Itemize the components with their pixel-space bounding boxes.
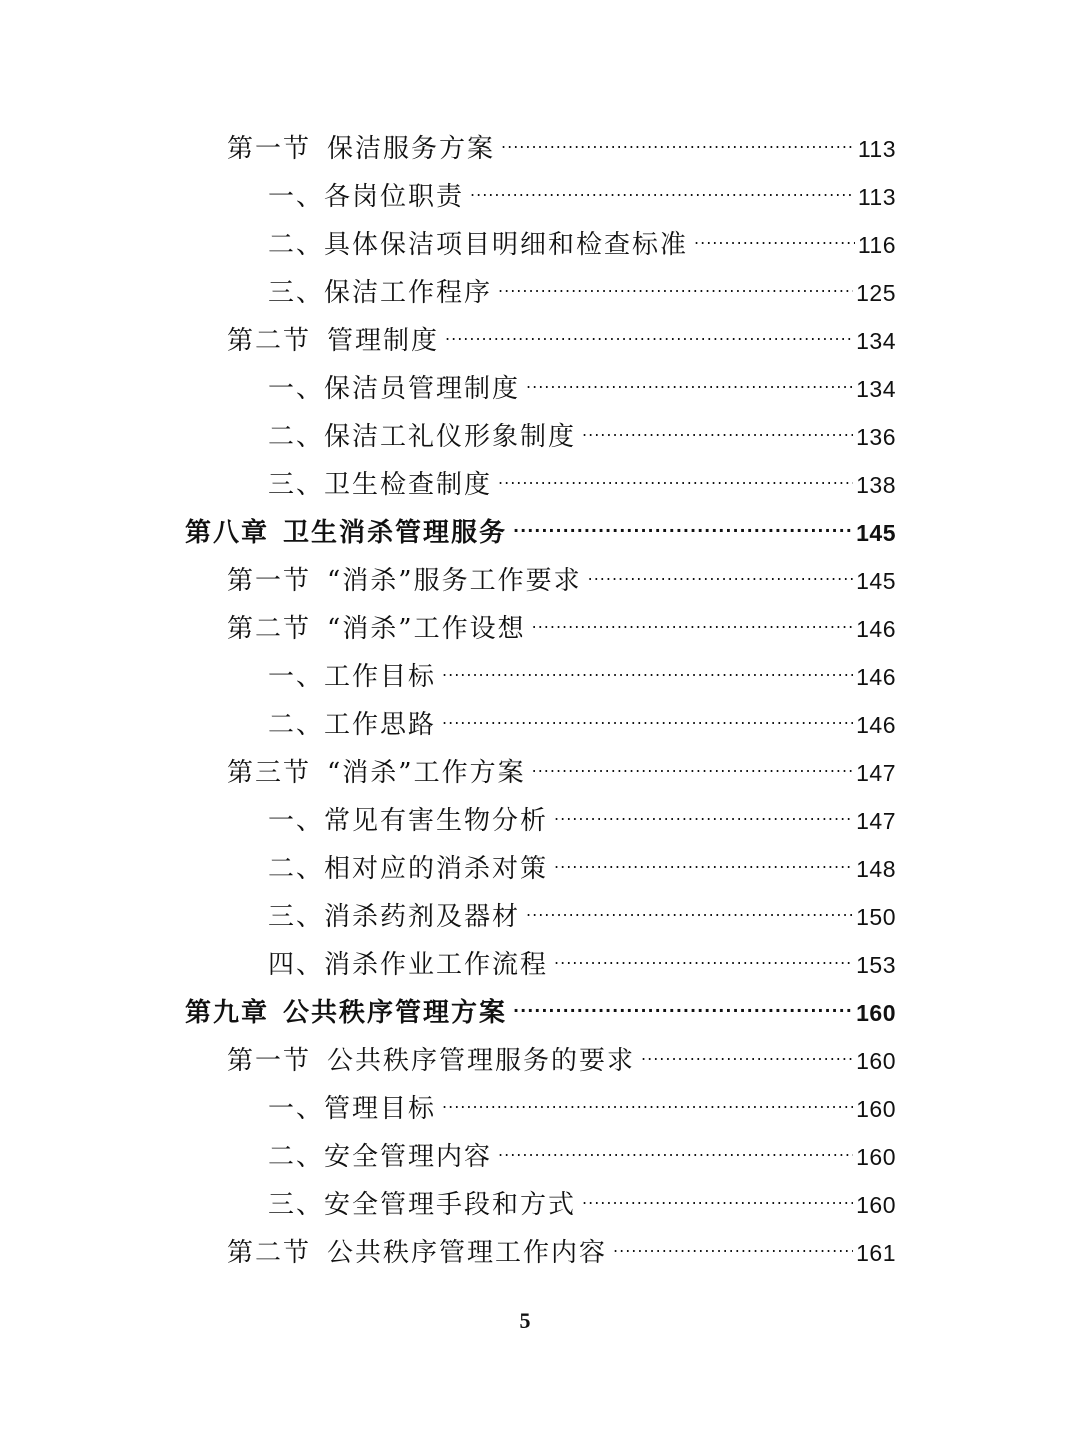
toc-entry-prefix: 第一节	[227, 566, 312, 596]
dot-leader	[532, 747, 854, 787]
toc-entry-prefix: 三、	[268, 1190, 325, 1220]
toc-entry-page-number: 145	[856, 568, 896, 594]
toc-entry-page-number: 113	[857, 184, 896, 210]
toc-entry-prefix: 二、	[268, 230, 325, 260]
dot-leader	[513, 987, 853, 1027]
dot-leader	[588, 555, 854, 595]
toc-entry-page-number: 160	[856, 1000, 896, 1026]
toc-entry-item[interactable]	[268, 225, 896, 265]
toc-entry-page-number: 147	[856, 808, 896, 834]
toc-entry-item[interactable]	[268, 945, 896, 985]
toc-entry-prefix: 第二节	[227, 1238, 312, 1268]
toc-entry-prefix: 一、	[268, 374, 325, 404]
toc-entry-page-number: 138	[856, 472, 896, 498]
dot-leader	[582, 411, 853, 451]
toc-entry-page-number: 146	[856, 664, 896, 690]
toc-entry-item[interactable]	[268, 657, 896, 697]
toc-entry-item[interactable]	[268, 273, 896, 313]
toc-entry-title: “消杀”服务工作要求	[327, 566, 582, 596]
toc-entry-prefix: 一、	[268, 182, 325, 212]
toc-entry-page-number: 146	[856, 712, 896, 738]
toc-entry-title: “消杀”工作方案	[327, 758, 526, 788]
toc-entry-prefix: 第二节	[227, 614, 312, 644]
dot-leader	[442, 651, 853, 691]
dot-leader	[501, 123, 855, 163]
toc-entry-page-number: 136	[856, 424, 896, 450]
toc-entry-item[interactable]	[268, 705, 896, 745]
toc-entry-item[interactable]	[268, 1137, 896, 1177]
toc-entry-page-number: 153	[856, 952, 896, 978]
toc-entry-chapter[interactable]	[185, 993, 896, 1033]
dot-leader	[554, 939, 853, 979]
toc-entry-section[interactable]	[227, 321, 896, 361]
toc-entry-page-number: 113	[857, 136, 896, 162]
toc-entry-prefix: 二、	[268, 422, 325, 452]
toc-entry-page-number: 160	[856, 1192, 896, 1218]
toc-entry-title: 具体保洁项目明细和检查标准	[324, 230, 689, 260]
toc-entry-chapter[interactable]	[185, 513, 896, 553]
toc-entry-page-number: 161	[856, 1240, 896, 1266]
toc-entry-prefix: 第九章	[185, 998, 270, 1028]
toc-entry-item[interactable]	[268, 1185, 896, 1225]
toc-entry-prefix: 三、	[268, 470, 325, 500]
toc-entry-item[interactable]	[268, 369, 896, 409]
toc-entry-item[interactable]	[268, 177, 896, 217]
toc-entry-page-number: 148	[856, 856, 896, 882]
toc-entry-title: 卫生消杀管理服务	[283, 518, 508, 548]
toc-entry-page-number: 146	[856, 616, 896, 642]
toc-entry-title: 公共秩序管理工作内容	[327, 1238, 608, 1268]
toc-entry-section[interactable]	[227, 609, 896, 649]
dot-leader	[498, 459, 853, 499]
dot-leader	[445, 315, 853, 355]
toc-entry-title: 常见有害生物分析	[324, 806, 549, 836]
toc-entry-item[interactable]	[268, 1089, 896, 1129]
toc-entry-page-number: 147	[856, 760, 896, 786]
toc-entry-title: 工作目标	[324, 662, 437, 692]
toc-entry-prefix: 一、	[268, 806, 325, 836]
toc-entry-prefix: 第三节	[227, 758, 312, 788]
page-number: 5	[519, 1308, 531, 1333]
toc-entry-prefix: 一、	[268, 1094, 325, 1124]
toc-entry-title: 各岗位职责	[324, 182, 465, 212]
dot-leader	[641, 1035, 853, 1075]
toc-entry-page-number: 160	[856, 1048, 896, 1074]
toc-entry-prefix: 二、	[268, 710, 325, 740]
toc-entry-title: 安全管理手段和方式	[324, 1190, 577, 1220]
toc-entry-title: 消杀作业工作流程	[324, 950, 549, 980]
toc-entry-title: 相对应的消杀对策	[324, 854, 549, 884]
toc-entry-section[interactable]	[227, 753, 896, 793]
dot-leader	[442, 1083, 853, 1123]
toc-entry-page-number: 160	[856, 1096, 896, 1122]
toc-entry-item[interactable]	[268, 849, 896, 889]
toc-entry-page-number: 150	[856, 904, 896, 930]
dot-leader	[554, 795, 853, 835]
toc-entry-item[interactable]	[268, 801, 896, 841]
dot-leader	[532, 603, 854, 643]
dot-leader	[498, 1131, 853, 1171]
dot-leader	[526, 363, 853, 403]
toc-entry-prefix: 第一节	[227, 1046, 312, 1076]
toc-entry-title: 管理制度	[327, 326, 440, 356]
toc-entry-prefix: 一、	[268, 662, 325, 692]
toc-entry-section[interactable]	[227, 1041, 896, 1081]
toc-entry-title: 公共秩序管理方案	[283, 998, 508, 1028]
toc-entry-title: 保洁工礼仪形象制度	[324, 422, 577, 452]
dot-leader	[694, 219, 855, 259]
toc-entry-prefix: 二、	[268, 1142, 325, 1172]
toc-entry-prefix: 三、	[268, 278, 325, 308]
toc-entry-page-number: 125	[856, 280, 896, 306]
toc-entry-prefix: 第二节	[227, 326, 312, 356]
dot-leader	[513, 507, 853, 547]
toc-entry-item[interactable]	[268, 417, 896, 457]
toc-entry-item[interactable]	[268, 465, 896, 505]
toc-entry-page-number: 134	[856, 376, 896, 402]
toc-entry-prefix: 第八章	[185, 518, 270, 548]
toc-entry-page-number: 160	[856, 1144, 896, 1170]
toc-entry-title: 卫生检查制度	[324, 470, 493, 500]
toc-entry-title: 保洁员管理制度	[324, 374, 521, 404]
toc-entry-title: 保洁工作程序	[324, 278, 493, 308]
dot-leader	[613, 1227, 853, 1267]
toc-entry-prefix: 二、	[268, 854, 325, 884]
toc-entry-prefix: 第一节	[227, 134, 312, 164]
toc-entry-page-number: 116	[857, 232, 896, 258]
toc-entry-section[interactable]	[227, 1233, 896, 1273]
toc-entry-page-number: 134	[856, 328, 896, 354]
toc-entry-item[interactable]	[268, 897, 896, 937]
toc-entry-title: 消杀药剂及器材	[324, 902, 521, 932]
dot-leader	[442, 699, 853, 739]
toc-entry-title: 管理目标	[324, 1094, 437, 1124]
dot-leader	[470, 171, 855, 211]
toc-entry-title: 安全管理内容	[324, 1142, 493, 1172]
dot-leader	[582, 1179, 853, 1219]
toc-entry-prefix: 四、	[268, 950, 325, 980]
toc-entry-title: 公共秩序管理服务的要求	[327, 1046, 636, 1076]
toc-entry-title: 工作思路	[324, 710, 437, 740]
toc-entry-title: “消杀”工作设想	[327, 614, 526, 644]
dot-leader	[554, 843, 853, 883]
toc-entry-section[interactable]	[227, 129, 896, 169]
dot-leader	[498, 267, 853, 307]
toc-entry-page-number: 145	[856, 520, 896, 546]
toc-entry-section[interactable]	[227, 561, 896, 601]
toc-entry-title: 保洁服务方案	[327, 134, 496, 164]
toc-entry-prefix: 三、	[268, 902, 325, 932]
dot-leader	[526, 891, 853, 931]
